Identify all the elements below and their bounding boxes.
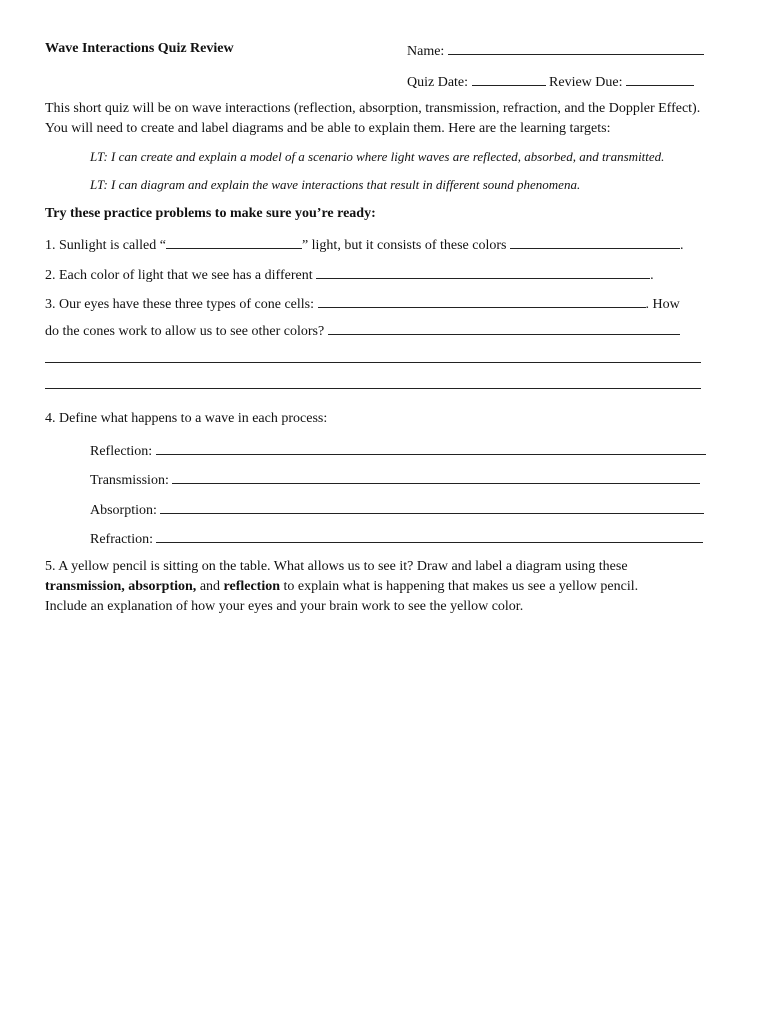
q4-transmission-blank[interactable]: [172, 470, 700, 484]
question-2: [45, 265, 654, 284]
name-blank[interactable]: [448, 41, 704, 55]
question-4: 4. Define what happens to a wave in each process:: [45, 411, 328, 426]
quiz-date-blank[interactable]: [472, 72, 546, 86]
q1-blank-1[interactable]: [166, 235, 302, 249]
q3-line2-text: do the cones work to allow us to see other colors?: [45, 324, 325, 339]
q4-absorption-blank[interactable]: [160, 500, 704, 514]
q2-blank[interactable]: [316, 265, 650, 279]
q3-end: . How: [645, 297, 680, 312]
quiz-date-label: Quiz Date:: [407, 75, 469, 90]
q4-item-label: Transmission:: [90, 473, 169, 488]
q4-transmission: [90, 470, 700, 489]
q1-text-a: 1. Sunlight is called “: [45, 238, 166, 253]
q5-bold-reflection: reflection: [223, 579, 281, 594]
dates-field: [407, 72, 694, 91]
q4-absorption: [90, 500, 704, 519]
question-3: [45, 294, 680, 313]
practice-heading: Try these practice problems to make sure you’re ready:: [45, 206, 376, 221]
name-label: Name:: [407, 44, 445, 59]
q3-blank-1[interactable]: [318, 294, 646, 308]
q3-blank-2[interactable]: [328, 321, 680, 335]
answer-line[interactable]: [45, 388, 701, 389]
question-1: [45, 235, 683, 254]
q2-text: 2. Each color of light that we see has a different: [45, 268, 313, 283]
question-5-line-1: 5. A yellow pencil is sitting on the table. What allows us to see it? Draw and label a diagram using these: [45, 559, 628, 574]
answer-line[interactable]: [45, 362, 701, 363]
q4-item-label: Reflection:: [90, 444, 153, 459]
q4-reflection: [90, 441, 706, 460]
q5-rest: to explain what is happening that makes us see a yellow pencil.: [280, 579, 639, 594]
learning-target-1: LT: I can create and explain a model of a scenario where light waves are reflected, absorbed, and transmitted.: [90, 149, 665, 164]
q4-refraction-blank[interactable]: [156, 529, 703, 543]
question-3-line-2: [45, 321, 680, 340]
q4-item-label: Refraction:: [90, 532, 153, 547]
q5-and: and: [196, 579, 224, 594]
intro-paragraph: This short quiz will be on wave interactions (reflection, absorption, transmission, refraction, and the Doppler Effect). You will need to create and label diagrams and be able to explain them. Here are the learning targets:: [45, 101, 701, 136]
page-title: Wave Interactions Quiz Review: [45, 41, 234, 56]
q5-bold-terms: transmission, absorption,: [45, 579, 197, 594]
q4-reflection-blank[interactable]: [156, 441, 706, 455]
review-due-blank[interactable]: [626, 72, 694, 86]
q3-text: 3. Our eyes have these three types of cone cells:: [45, 297, 315, 312]
question-5-line-2: [45, 579, 638, 595]
q1-blank-2[interactable]: [510, 235, 680, 249]
name-field: [407, 41, 704, 60]
q4-refraction: [90, 529, 703, 548]
q4-item-label: Absorption:: [90, 503, 157, 518]
q1-end: .: [679, 238, 684, 253]
q1-text-b: ” light, but it consists of these colors: [301, 238, 507, 253]
q2-end: .: [650, 268, 654, 283]
review-due-label: Review Due:: [549, 75, 623, 90]
question-5-line-3: Include an explanation of how your eyes and your brain work to see the yellow color.: [45, 599, 524, 614]
learning-target-2: LT: I can diagram and explain the wave interactions that result in different sound phenomena.: [90, 177, 581, 192]
